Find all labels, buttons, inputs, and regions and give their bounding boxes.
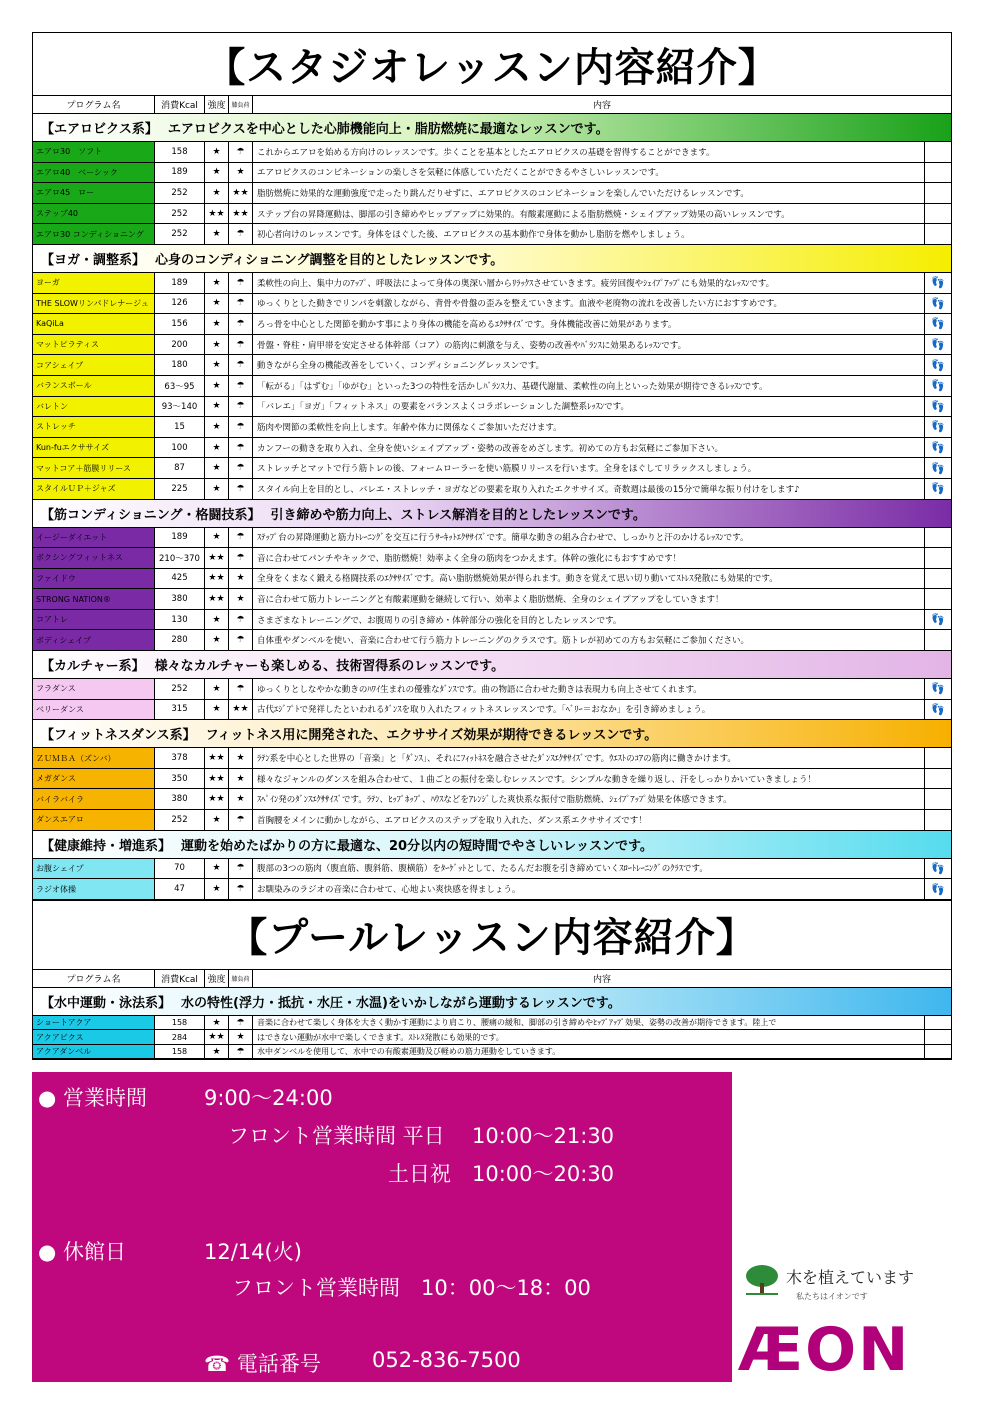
knee-load-value: ★ bbox=[229, 589, 253, 609]
program-description: ゆっくりとしなやかな動きのﾊﾜｲ生まれの優雅なﾀﾞﾝｽです。曲の物語に合わせた動きは表現力も向上させてくれます。 bbox=[253, 679, 925, 699]
table-row bbox=[33, 458, 951, 479]
footprint-icon: 👣 bbox=[931, 861, 945, 875]
footprint-icon bbox=[925, 810, 951, 830]
program-description: 首胸腰をメインに動かしながら、エアロビクスのステップを取り入れた、ダンス系エクササイズです！ bbox=[253, 810, 925, 830]
pool-title: 【プールレッスン内容紹介】 bbox=[33, 900, 951, 970]
intensity-value: ★★ bbox=[205, 548, 229, 568]
program-description: ステップ台の昇降運動は、脚部の引き締めやヒップアップに効果的。有酸素運動による脂肪燃焼・シェイプアップ効果の高いレッスンです。 bbox=[253, 204, 925, 224]
kcal-value: 15 bbox=[155, 417, 205, 437]
knee-load-value: ☂ bbox=[229, 610, 253, 630]
closed-value: 12/14(火) bbox=[204, 1240, 302, 1264]
program-description: 全身をくまなく鍛える格闘技系のｴｸｻｻｲｽﾞです。高い脂肪燃焼効果が得られます。動きを覚えて思い切り動いてｽﾄﾚｽ発散にも効果的です。 bbox=[253, 569, 925, 589]
kcal-value: 210～370 bbox=[155, 548, 205, 568]
kcal-value: 130 bbox=[155, 610, 205, 630]
col-intensity: 強度 bbox=[205, 970, 229, 987]
kcal-value: 284 bbox=[155, 1030, 205, 1044]
category-description: 引き締めや筋力向上、ストレス解消を目的としたレッスンです。 bbox=[270, 507, 646, 523]
table-row bbox=[33, 376, 951, 397]
program-description: ｽﾃｯﾌﾟ台の昇降運動と筋力ﾄﾚｰﾆﾝｸﾞを交互に行うｻｰｷｯﾄｴｸｻｻｲｽﾞです。簡単な動きの組み合わせで、しっかりと汗のかけるﾚｯｽﾝです。 bbox=[253, 528, 925, 548]
category-header bbox=[33, 114, 951, 142]
knee-load-value: ☂ bbox=[229, 142, 253, 162]
table-row bbox=[33, 273, 951, 294]
kcal-value: 252 bbox=[155, 679, 205, 699]
table-row bbox=[33, 528, 951, 549]
col-load: 膝負荷 bbox=[229, 970, 253, 987]
intensity-value: ★ bbox=[205, 355, 229, 375]
program-description: 骨盤・脊柱・肩甲帯を安定させる体幹部（コア）の筋肉に刺激を与え、姿勢の改善やﾊﾞﾗﾝｽに効果あるﾚｯｽﾝです。 bbox=[253, 335, 925, 355]
program-name: THE SLOWリンパドレナージュ bbox=[33, 294, 155, 314]
knee-load-value: ★★ bbox=[229, 700, 253, 720]
col-intensity: 強度 bbox=[205, 96, 229, 113]
program-description: ストレッチとマットで行う筋トレの後、フォームローラーを使い筋膜リリースを行います。全身をほぐしてリラックスしましょう。 bbox=[253, 458, 925, 478]
category-description: フィットネス用に開発された、エクササイズ効果が期待できるレッスンです。 bbox=[205, 728, 658, 744]
intensity-value: ★ bbox=[205, 630, 229, 650]
footprint-icon: 👣 bbox=[931, 317, 945, 331]
program-name: バランスボール bbox=[33, 376, 155, 396]
category-header bbox=[33, 720, 951, 748]
category-name: 【ヨガ・調整系】 bbox=[41, 252, 146, 268]
table-row bbox=[33, 748, 951, 769]
knee-load-value: ☂ bbox=[229, 630, 253, 650]
footprint-icon bbox=[925, 142, 951, 162]
hours-value: 9:00～24:00 bbox=[204, 1086, 333, 1110]
table-row bbox=[33, 438, 951, 459]
col-program: プログラム名 bbox=[33, 96, 155, 113]
program-name: ＺＵＭＢＡ（ズンバ） bbox=[33, 748, 155, 768]
footprint-icon bbox=[925, 748, 951, 768]
knee-load-value: ☂ bbox=[229, 376, 253, 396]
intensity-value: ★ bbox=[205, 224, 229, 244]
footprint-icon: 👣 bbox=[931, 461, 945, 475]
kcal-value: 252 bbox=[155, 810, 205, 830]
program-name: エアロ40 ベーシック bbox=[33, 163, 155, 183]
kcal-value: 380 bbox=[155, 789, 205, 809]
program-description: 音楽に合わせて楽しく身体を大きく動かす運動により肩こり、腰痛の緩和、脚部の引き締めやﾋｯﾌﾟｱｯﾌﾟ効果、姿勢の改善が期待できます。陸上で bbox=[253, 1016, 925, 1030]
kcal-value: 378 bbox=[155, 748, 205, 768]
footprint-icon bbox=[925, 630, 951, 650]
intensity-value: ★★ bbox=[205, 204, 229, 224]
program-name: ファイドウ bbox=[33, 569, 155, 589]
footprint-icon bbox=[925, 163, 951, 183]
table-row bbox=[33, 204, 951, 225]
program-name: ショートアクア bbox=[33, 1016, 155, 1030]
program-name: お腹シェイプ bbox=[33, 859, 155, 879]
intensity-value: ★★ bbox=[205, 748, 229, 768]
table-row bbox=[33, 335, 951, 356]
table-row bbox=[33, 569, 951, 590]
footprint-icon bbox=[925, 204, 951, 224]
knee-load-value: ★ bbox=[229, 569, 253, 589]
intensity-value: ★ bbox=[205, 1016, 229, 1030]
front-label: フロント営業時間 平日 bbox=[228, 1124, 445, 1148]
footprint-icon: 👣 bbox=[931, 338, 945, 352]
col-content: 内容 bbox=[592, 101, 611, 111]
program-name: ストレッチ bbox=[33, 417, 155, 437]
intensity-value: ★ bbox=[205, 314, 229, 334]
program-name: コアトレ bbox=[33, 610, 155, 630]
kcal-value: 126 bbox=[155, 294, 205, 314]
program-description: 「バレエ」「ヨガ」「フィットネス」の要素をバランスよくコラボレーションした調整系ﾚｯｽﾝです。 bbox=[253, 397, 925, 417]
col-content: 内容 bbox=[592, 974, 611, 985]
table-row bbox=[33, 810, 951, 831]
intensity-value: ★ bbox=[205, 142, 229, 162]
program-name: Kun-fuエクササイズ bbox=[33, 438, 155, 458]
weekend-value: 10:00～20:30 bbox=[472, 1162, 615, 1186]
intensity-value: ★ bbox=[205, 1045, 229, 1059]
program-description: ろっ骨を中心とした関節を動かす事により身体の機能を高めるｴｸｻｻｲｽﾞです。身体機能改善に効果があります。 bbox=[253, 314, 925, 334]
category-description: 水の特性(浮力・抵抗・水圧・水温)をいかしながら運動するレッスンです。 bbox=[181, 995, 621, 1011]
program-name: エアロ30 コンディショニング bbox=[33, 224, 155, 244]
knee-load-value: ☂ bbox=[229, 548, 253, 568]
category-description: 様々なカルチャーも楽しめる、技術習得系のレッスンです。 bbox=[154, 659, 505, 675]
intensity-value: ★ bbox=[205, 679, 229, 699]
program-description: エアロビクスのコンビネーションの楽しさを気軽に体感していただくことができるやさしいレッスンです。 bbox=[253, 163, 925, 183]
program-name: エアロ30 ソフト bbox=[33, 142, 155, 162]
program-name: STRONG NATION® bbox=[33, 589, 155, 609]
intensity-value: ★ bbox=[205, 528, 229, 548]
category-header bbox=[33, 245, 951, 273]
footprint-icon: 👣 bbox=[931, 702, 945, 716]
category-description: 運動を始めたばかりの方に最適な、20分以内の短時間でやさしいレッスンです。 bbox=[181, 838, 653, 854]
info-panel bbox=[32, 1072, 732, 1382]
front-weekday: 10:00～21:30 bbox=[472, 1124, 615, 1148]
footprint-icon: 👣 bbox=[931, 441, 945, 455]
knee-load-value: ☂ bbox=[229, 417, 253, 437]
col-kcal: 消費Kcal bbox=[155, 970, 205, 987]
program-name: バレトン bbox=[33, 397, 155, 417]
footprint-icon bbox=[925, 1016, 951, 1030]
table-row bbox=[33, 183, 951, 204]
program-name: イージーダイエット bbox=[33, 528, 155, 548]
table-row bbox=[33, 355, 951, 376]
intensity-value: ★★ bbox=[205, 789, 229, 809]
kcal-value: 200 bbox=[155, 335, 205, 355]
program-description: ゆっくりとした動きでリンパを刺激しながら、背骨や骨盤の歪みを整えていきます。血液や老廃物の流れを改善したい方におすすめです。 bbox=[253, 294, 925, 314]
footprint-icon: 👣 bbox=[931, 682, 945, 696]
studio-column-header bbox=[33, 96, 951, 114]
category-name: 【筋コンディショニング・格闘技系】 bbox=[41, 507, 261, 523]
studio-title: 【スタジオレッスン内容紹介】 bbox=[33, 33, 951, 96]
knee-load-value: ☂ bbox=[229, 314, 253, 334]
knee-load-value: ☂ bbox=[229, 810, 253, 830]
category-name: 【フィットネスダンス系】 bbox=[41, 728, 196, 744]
intensity-value: ★ bbox=[205, 376, 229, 396]
program-description: はできない運動が水中で楽しくできます。ｽﾄﾚｽ発散にも効果的です。 bbox=[253, 1030, 925, 1044]
program-description: カンフーの動きを取り入れ、全身を使いシェイプアップ・姿勢の改善をめざします。初めての方もお気軽にご参加下さい。 bbox=[253, 438, 925, 458]
footprint-icon bbox=[925, 1030, 951, 1044]
footprint-icon: 👣 bbox=[931, 399, 945, 413]
col-load: 膝負荷 bbox=[229, 96, 253, 113]
program-name: ボディシェイプ bbox=[33, 630, 155, 650]
weekend-label: 土日祝 bbox=[388, 1162, 451, 1186]
knee-load-value: ☂ bbox=[229, 879, 253, 899]
footprint-icon: 👣 bbox=[931, 882, 945, 896]
closed-front-hours: フロント営業時間 10：00～18：00 bbox=[232, 1276, 591, 1300]
table-row bbox=[33, 548, 951, 569]
intensity-value: ★ bbox=[205, 438, 229, 458]
kcal-value: 189 bbox=[155, 273, 205, 293]
table-row bbox=[33, 1045, 951, 1060]
knee-load-value: ☂ bbox=[229, 273, 253, 293]
intensity-value: ★ bbox=[205, 700, 229, 720]
table-row bbox=[33, 589, 951, 610]
intensity-value: ★ bbox=[205, 859, 229, 879]
intensity-value: ★ bbox=[205, 458, 229, 478]
kcal-value: 315 bbox=[155, 700, 205, 720]
knee-load-value: ☂ bbox=[229, 458, 253, 478]
footprint-icon: 👣 bbox=[931, 613, 945, 627]
table-row bbox=[33, 142, 951, 163]
intensity-value: ★ bbox=[205, 397, 229, 417]
table-row bbox=[33, 879, 951, 900]
kcal-value: 280 bbox=[155, 630, 205, 650]
kcal-value: 158 bbox=[155, 1045, 205, 1059]
category-name: 【水中運動・泳法系】 bbox=[41, 995, 172, 1011]
program-name: ボクシングフィットネス bbox=[33, 548, 155, 568]
intensity-value: ★ bbox=[205, 479, 229, 499]
closed-label: ● 休館日 bbox=[38, 1240, 126, 1264]
kcal-value: 87 bbox=[155, 458, 205, 478]
footprint-icon: 👣 bbox=[931, 379, 945, 393]
category-header bbox=[33, 831, 951, 859]
kcal-value: 380 bbox=[155, 589, 205, 609]
brand-tagline: 木を植えています bbox=[786, 1268, 915, 1287]
knee-load-value: ☂ bbox=[229, 224, 253, 244]
intensity-value: ★★ bbox=[205, 589, 229, 609]
knee-load-value: ☂ bbox=[229, 1045, 253, 1059]
program-description: ﾗﾃﾝ系を中心とした世界の「音楽」と「ﾀﾞﾝｽ」、それにﾌｨｯﾄﾈｽを融合させたﾀﾞﾝｽｴｸｻｻｲｽﾞです。ｳｴｽﾄのｺｱの筋肉に働きかけます。 bbox=[253, 748, 925, 768]
kcal-value: 252 bbox=[155, 224, 205, 244]
knee-load-value: ☂ bbox=[229, 355, 253, 375]
pool-column-header bbox=[33, 970, 951, 988]
kcal-value: 189 bbox=[155, 163, 205, 183]
program-name: フラダンス bbox=[33, 679, 155, 699]
knee-load-value: ★ bbox=[229, 1030, 253, 1044]
category-header bbox=[33, 500, 951, 528]
knee-load-value: ★★ bbox=[229, 183, 253, 203]
program-name: スタイルＵＰ＋ジャズ bbox=[33, 479, 155, 499]
category-description: 心身のコンディショニング調整を目的としたレッスンです。 bbox=[155, 252, 504, 268]
kcal-value: 47 bbox=[155, 879, 205, 899]
table-row bbox=[33, 397, 951, 418]
table-row bbox=[33, 789, 951, 810]
kcal-value: 180 bbox=[155, 355, 205, 375]
program-description: 筋肉や関節の柔軟性を向上します。年齢や体力に関係なくご参加いただけます。 bbox=[253, 417, 925, 437]
table-row bbox=[33, 610, 951, 631]
program-name: マットピラティス bbox=[33, 335, 155, 355]
program-name: メガダンス bbox=[33, 769, 155, 789]
knee-load-value: ☂ bbox=[229, 679, 253, 699]
kcal-value: 93～140 bbox=[155, 397, 205, 417]
program-name: ベリーダンス bbox=[33, 700, 155, 720]
kcal-value: 158 bbox=[155, 1016, 205, 1030]
program-description: 音に合わせて筋力トレーニングと有酸素運動を継続して行い、効率よく脂肪燃焼、全身のシェイプアップをしていきます！ bbox=[253, 589, 925, 609]
program-description: 腹部の3つの筋肉（腹直筋、腹斜筋、腹横筋）をﾀｰｹﾞｯﾄとして、たるんだお腹を引き締めていくｽﾛｰﾄﾚｰﾆﾝｸﾞのｸﾗｽです。 bbox=[253, 859, 925, 879]
col-program: プログラム名 bbox=[33, 970, 155, 987]
intensity-value: ★★ bbox=[205, 569, 229, 589]
program-name: ステップ40 bbox=[33, 204, 155, 224]
intensity-value: ★★ bbox=[205, 769, 229, 789]
brand-sub: 私たちはイオンです bbox=[796, 1292, 868, 1301]
program-description: 古代ｴｼﾞﾌﾟﾄで発祥したといわれるﾀﾞﾝｽを取り入れたフィットネスレッスンです。「ﾍﾞﾘｰ＝おなか」を引き締めましょう。 bbox=[253, 700, 925, 720]
table-row bbox=[33, 163, 951, 184]
table-row bbox=[33, 479, 951, 500]
program-name: エアロ45 ロー bbox=[33, 183, 155, 203]
intensity-value: ★ bbox=[205, 163, 229, 183]
program-description: 脂肪燃焼に効果的な運動強度で走ったり跳んだりせずに、エアロビクスのコンビネーションを楽しんでいただけるレッスンです。 bbox=[253, 183, 925, 203]
knee-load-value: ☂ bbox=[229, 294, 253, 314]
kcal-value: 252 bbox=[155, 204, 205, 224]
program-name: KaQiLa bbox=[33, 314, 155, 334]
col-kcal: 消費Kcal bbox=[155, 96, 205, 113]
category-header bbox=[33, 651, 951, 679]
intensity-value: ★ bbox=[205, 879, 229, 899]
table-row bbox=[33, 700, 951, 721]
footprint-icon bbox=[925, 589, 951, 609]
intensity-value: ★ bbox=[205, 294, 229, 314]
program-description: スタイル向上を目的とし、バレエ・ストレッチ・ヨガなどの要素を取り入れたエクササイズ。奇数週は最後の15分で簡単な振り付けをします♪ bbox=[253, 479, 925, 499]
table-row bbox=[33, 630, 951, 651]
knee-load-value: ☂ bbox=[229, 479, 253, 499]
phone-value: 052-836-7500 bbox=[372, 1348, 521, 1372]
footprint-icon bbox=[925, 569, 951, 589]
footprint-icon: 👣 bbox=[931, 276, 945, 290]
program-description: 自体重やダンベルを使い、音楽に合わせて行う筋力トレーニングのクラスです。筋トレが初めての方もお気軽にご参加ください。 bbox=[253, 630, 925, 650]
kcal-value: 156 bbox=[155, 314, 205, 334]
pool-section bbox=[33, 900, 951, 1060]
footprint-icon bbox=[925, 1045, 951, 1059]
knee-load-value: ★ bbox=[229, 789, 253, 809]
program-description: お馴染みのラジオの音楽に合わせて、心地よい爽快感を得ましょう。 bbox=[253, 879, 925, 899]
program-description: ｽﾍﾟｲﾝ発のﾀﾞﾝｽｴｸｻｻｲｽﾞです。ﾗﾃﾝ、ﾋｯﾌﾟﾎｯﾌﾟ、ﾊｳｽなどをｱﾚﾝｼﾞした爽快系な振付で脂肪燃焼、ｼｪｲﾌﾟｱｯﾌﾟ効果を体感できます。 bbox=[253, 789, 925, 809]
knee-load-value: ☂ bbox=[229, 335, 253, 355]
table-row bbox=[33, 1030, 951, 1045]
kcal-value: 225 bbox=[155, 479, 205, 499]
program-name: ラジオ体操 bbox=[33, 879, 155, 899]
program-description: これからエアロを始める方向けのレッスンです。歩くことを基本としたエアロビクスの基礎を習得することができます。 bbox=[253, 142, 925, 162]
tree-icon bbox=[744, 1263, 780, 1297]
program-description: 動きながら全身の機能改善をしていく、コンディショニングレッスンです。 bbox=[253, 355, 925, 375]
footprint-icon: 👣 bbox=[931, 482, 945, 496]
intensity-value: ★ bbox=[205, 273, 229, 293]
intensity-value: ★ bbox=[205, 417, 229, 437]
program-description: 「転がる」「はずむ」「ゆがむ」といった3つの特性を活かしﾊﾞﾗﾝｽ力、基礎代謝量、柔軟性の向上といった効果が期待できるﾚｯｽﾝです。 bbox=[253, 376, 925, 396]
aeon-logo: ÆON bbox=[738, 1315, 911, 1385]
program-description: 柔軟性の向上、集中力のｱｯﾌﾟ、呼吸法によって身体の奥深い層からﾘﾗｯｸｽさせていきます。疲労回復やｼｪｲﾌﾟｱｯﾌﾟにも効果的なﾚｯｽﾝです。 bbox=[253, 273, 925, 293]
knee-load-value: ☂ bbox=[229, 438, 253, 458]
category-description: エアロビクスを中心とした心肺機能向上・脂肪燃焼に最適なレッスンです。 bbox=[167, 122, 609, 137]
footprint-icon bbox=[925, 183, 951, 203]
program-name: アクアダンベル bbox=[33, 1045, 155, 1059]
kcal-value: 425 bbox=[155, 569, 205, 589]
phone-label: ☎ 電話番号 bbox=[204, 1352, 321, 1376]
table-row bbox=[33, 859, 951, 880]
intensity-value: ★ bbox=[205, 810, 229, 830]
footprint-icon bbox=[925, 224, 951, 244]
pool-category-header bbox=[33, 988, 951, 1016]
footprint-icon bbox=[925, 548, 951, 568]
knee-load-value: ★ bbox=[229, 748, 253, 768]
intensity-value: ★ bbox=[205, 183, 229, 203]
program-name: コアシェイプ bbox=[33, 355, 155, 375]
program-description: さまざまなトレーニングで、お腹周りの引き締め・体幹部分の強化を目的としたレッスンです。 bbox=[253, 610, 925, 630]
footprint-icon: 👣 bbox=[931, 420, 945, 434]
knee-load-value: ★★ bbox=[229, 204, 253, 224]
program-description: 初心者向けのレッスンです。身体をほぐした後、エアロビクスの基本動作で身体を動かし脂肪を燃やしましょう。 bbox=[253, 224, 925, 244]
program-name: ヨーガ bbox=[33, 273, 155, 293]
knee-load-value: ☂ bbox=[229, 859, 253, 879]
kcal-value: 158 bbox=[155, 142, 205, 162]
footprint-icon bbox=[925, 769, 951, 789]
table-row bbox=[33, 294, 951, 315]
category-name: 【エアロビクス系】 bbox=[41, 122, 158, 137]
footprint-icon bbox=[925, 528, 951, 548]
intensity-value: ★ bbox=[205, 335, 229, 355]
knee-load-value: ☂ bbox=[229, 1016, 253, 1030]
category-name: 【健康維持・増進系】 bbox=[41, 838, 172, 854]
category-name: 【カルチャー系】 bbox=[41, 659, 145, 675]
table-row bbox=[33, 417, 951, 438]
table-row bbox=[33, 679, 951, 700]
program-name: バイラバイラ bbox=[33, 789, 155, 809]
program-description: 音に合わせてパンチやキックで、脂肪燃焼！効率よく全身の筋肉をつかえます。体幹の強化にもおすすめです！ bbox=[253, 548, 925, 568]
knee-load-value: ☂ bbox=[229, 397, 253, 417]
table-row bbox=[33, 224, 951, 245]
program-name: マットコア＋筋膜リリース bbox=[33, 458, 155, 478]
knee-load-value: ★ bbox=[229, 163, 253, 183]
footprint-icon: 👣 bbox=[931, 358, 945, 372]
kcal-value: 63～95 bbox=[155, 376, 205, 396]
kcal-value: 252 bbox=[155, 183, 205, 203]
program-name: アクアビクス bbox=[33, 1030, 155, 1044]
kcal-value: 70 bbox=[155, 859, 205, 879]
intensity-value: ★ bbox=[205, 610, 229, 630]
footprint-icon bbox=[925, 789, 951, 809]
kcal-value: 350 bbox=[155, 769, 205, 789]
table-row bbox=[33, 314, 951, 335]
kcal-value: 189 bbox=[155, 528, 205, 548]
kcal-value: 100 bbox=[155, 438, 205, 458]
hours-label: ● 営業時間 bbox=[38, 1086, 147, 1110]
footprint-icon: 👣 bbox=[931, 296, 945, 310]
studio-sheet bbox=[32, 32, 952, 1060]
knee-load-value: ★ bbox=[229, 769, 253, 789]
program-description: 水中ダンベルを使用して、水中での有酸素運動及び軽めの筋力運動をしていきます。 bbox=[253, 1045, 925, 1059]
program-name: ダンスエアロ bbox=[33, 810, 155, 830]
program-description: 様々なジャンルのダンスを組み合わせて、１曲ごとの振付を楽しむレッスンです。シンプルな動きを繰り返し、汗をしっかりかいていきましょう！ bbox=[253, 769, 925, 789]
table-row bbox=[33, 1016, 951, 1031]
pool-body bbox=[33, 1016, 951, 1060]
brand-area bbox=[738, 1255, 950, 1385]
table-row bbox=[33, 769, 951, 790]
studio-body bbox=[33, 114, 951, 900]
knee-load-value: ☂ bbox=[229, 528, 253, 548]
intensity-value: ★★ bbox=[205, 1030, 229, 1044]
